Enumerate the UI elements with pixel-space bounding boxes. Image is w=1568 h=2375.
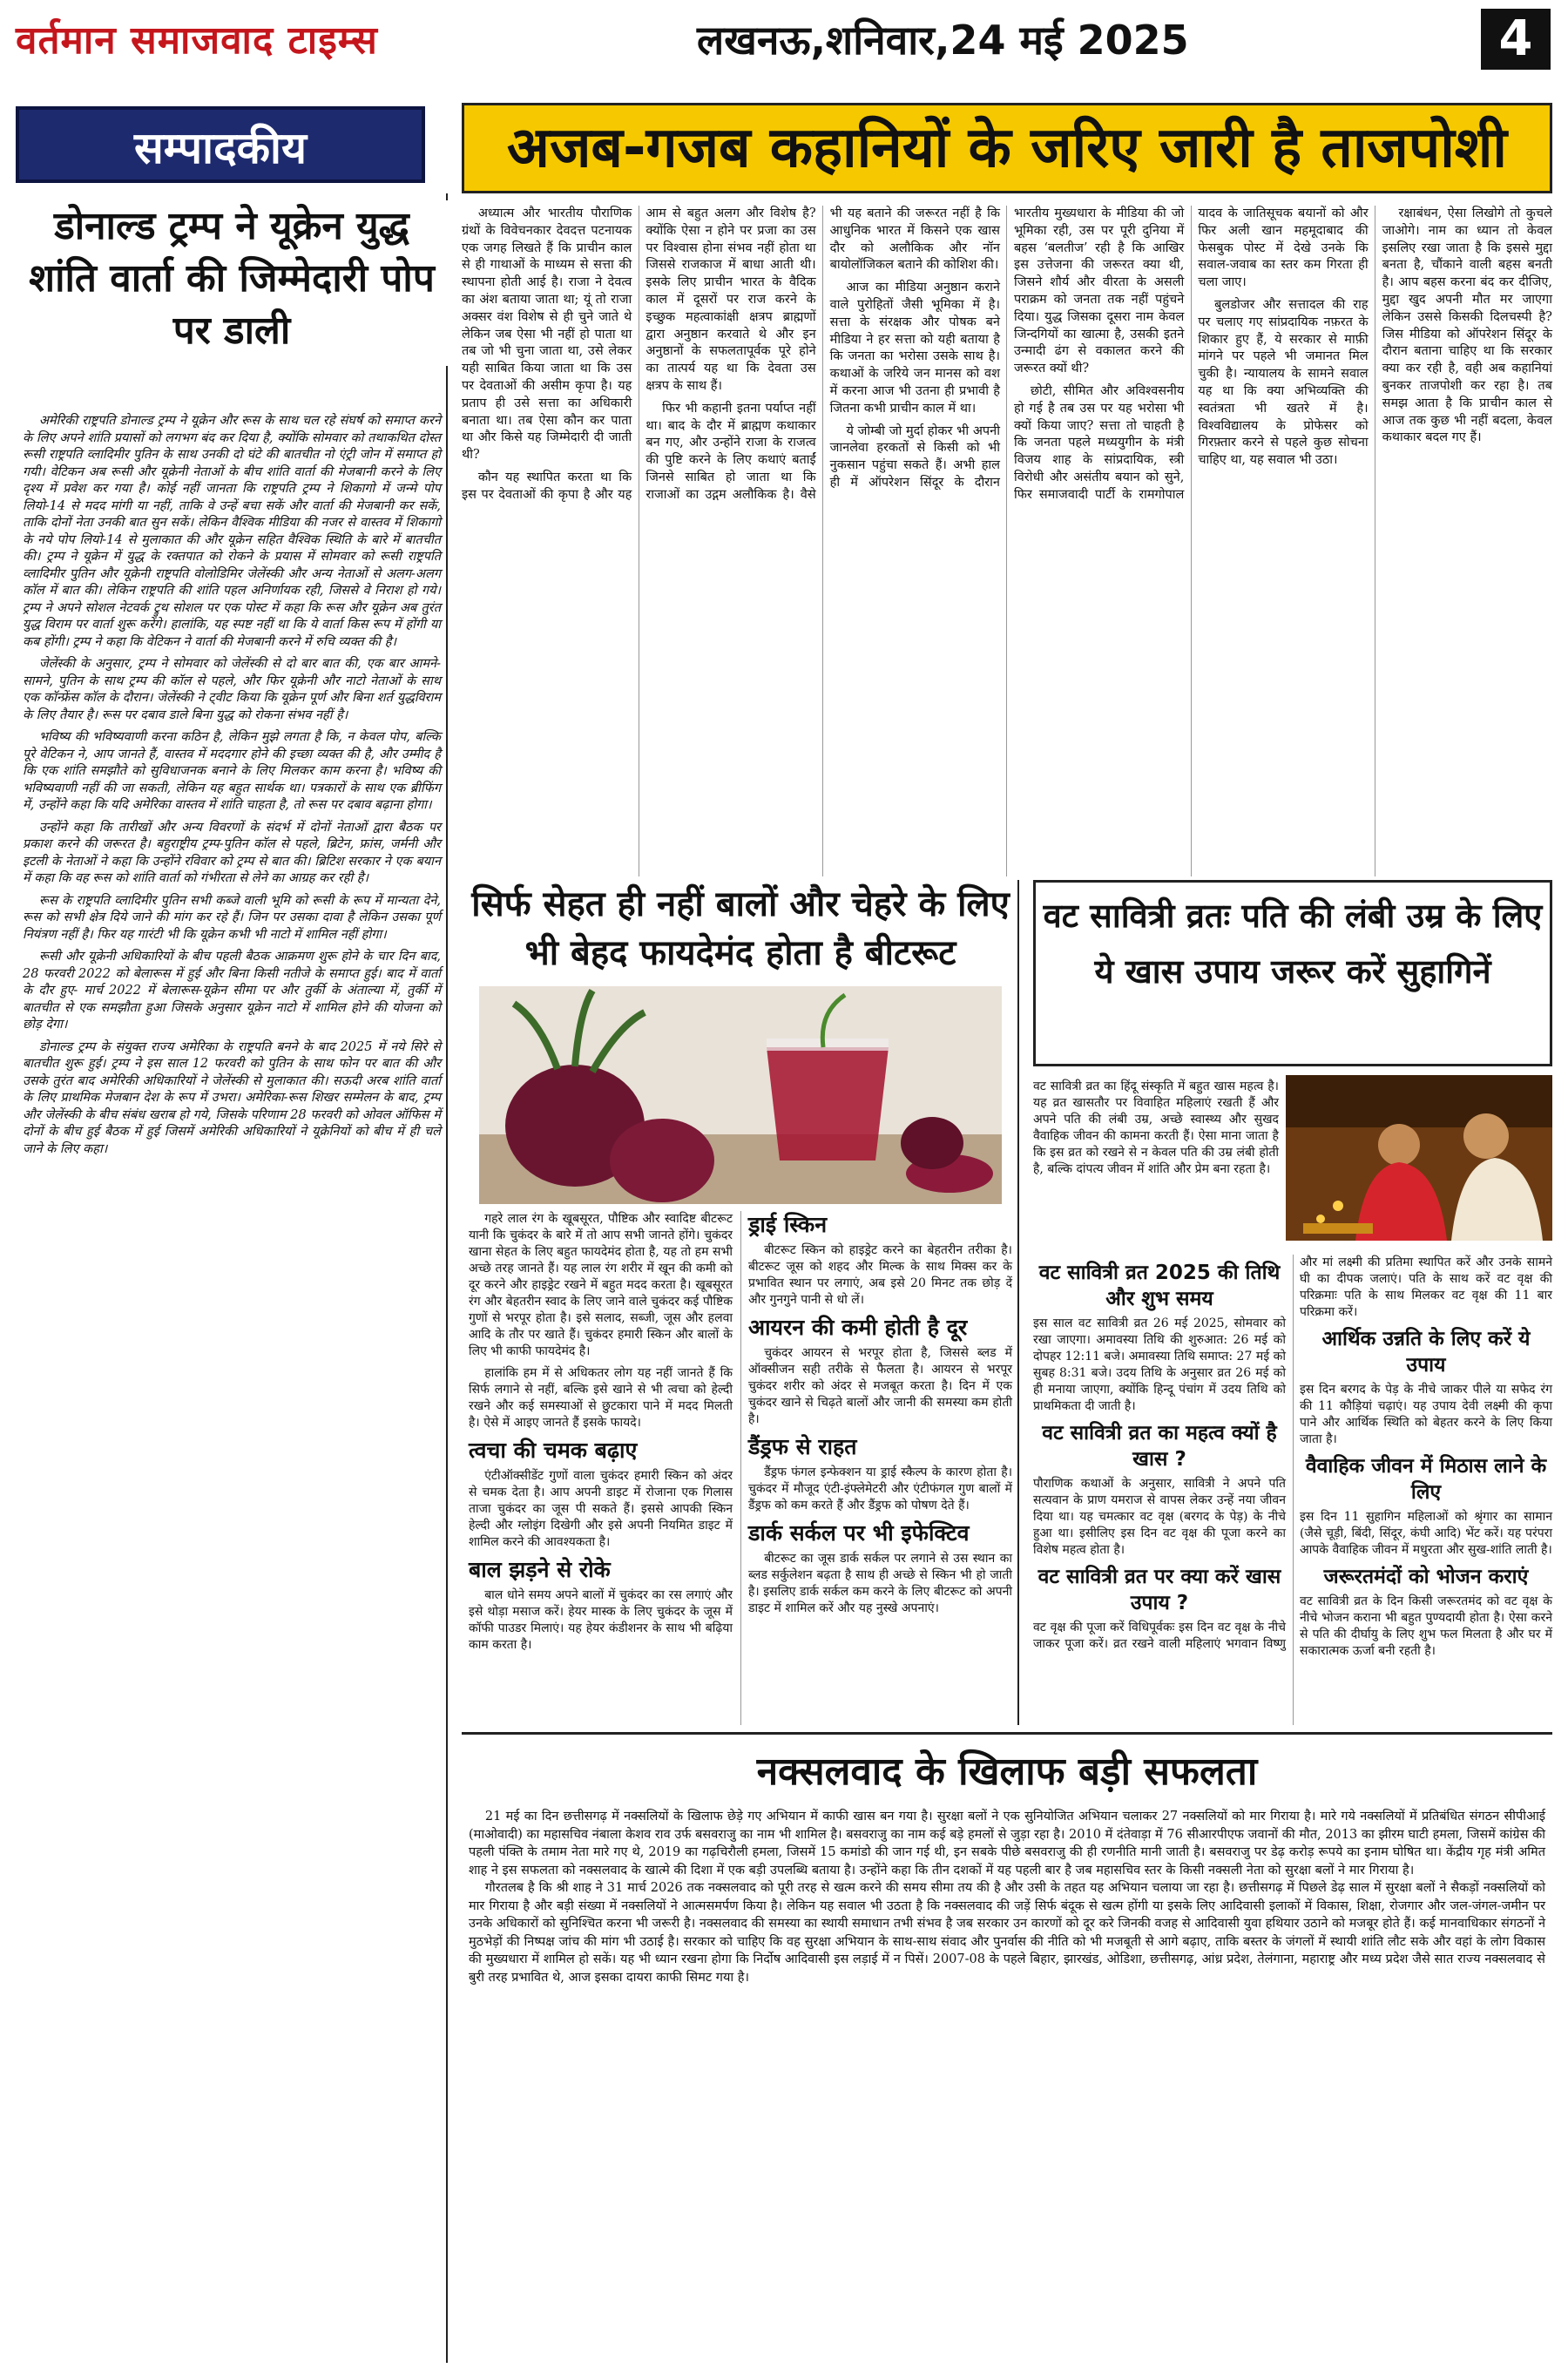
naxal-headline: नक्सलवाद के खिलाफ बड़ी सफलता <box>756 1749 1258 1794</box>
lead-paragraph: आज का मीडिया अनुष्ठान कराने वाले पुरोहितों जैसी भूमिका में है। सत्ता के संरक्षक और पोषक बने मीडिया ने हर सत्ता को यही बताया है कि जनता का भरोसा उसके साथ है। कथाओं के जरिये जन मानस को वश में करना आज भी उतना ही प्रभावी है जितना कभी प्राचीन काल में था। <box>829 281 1000 416</box>
editorial-paragraph: भविष्य की भविष्यवाणी करना कठिन है, लेकिन मुझे लगता है कि, न केवल पोप, बल्कि पूरे वेटिकन ने, आप जानते हैं, वास्तव में मददगार होने की इच्छा व्यक्त की है, और उम्मीद है कि एक शांति समझौते को सुविधाजनक बनाने के लिए मिलकर काम करना है। भविष्य की भविष्यवाणी नहीं की जा सकती, लेकिन यह बहुत सार्थक था। पत्रकारों के साथ एक ब्रीफिंग में, उन्होंने कहा कि यदि अमेरिका वास्तव में शांति चाहता है, तो रूस पर दबाव बढ़ाना होगा। <box>23 730 441 812</box>
vat-savitri-text: वट सावित्री व्रत के दिन किसी जरूरतमंद को वट वृक्ष के नीचे भोजन कराना भी बहुत पुण्यदायी होता है। ऐसा करने से पति की दीर्घायु के लिए शुभ फल मिलता है और घर में सकारात्मक ऊर्जा बनी रहती है। <box>1300 1594 1552 1658</box>
beetroot-subhead: त्वचा की चमक बढ़ाए <box>469 1438 638 1463</box>
editorial-headline-box <box>16 200 448 366</box>
vat-savitri-subhead: जरूरतमंदों को भोजन कराएं <box>1323 1566 1529 1588</box>
vat-savitri-subhead: वट सावित्री व्रत का महत्व क्यों है खास ? <box>1042 1422 1277 1471</box>
beetroot-text: बीटरूट का जूस डार्क सर्कल पर लगाने से उस स्थान का ब्लड सर्कुलेशन बढ़ता है साथ ही अच्छे से स्किन भी हो जाती है। इसलिए डार्क सर्कल कम करने के लिए बीटरूट को अपनी डाइट में शामिल करें और यह नुस्खे अपनाएं। <box>748 1552 1012 1615</box>
vat-savitri-text: इस साल वट सावित्री व्रत 26 मई 2025, सोमवार को रखा जाएगा। अमावस्या तिथि की शुरुआत: 26 मई को दोपहर 12:11 बजे। अमावस्या तिथि समाप्त: 27 मई को सुबह 8:31 बजे। उदय तिथि के अनुसार व्रत 26 मई को ही मनाया जाएगा, क्योंकि हिन्दू पंचांग में उदय तिथि को प्राथमिकता दी जाती है। <box>1033 1316 1286 1413</box>
lead-headline: अजब-गजब कहानियों के जरिए जारी है ताजपोशी <box>507 116 1507 180</box>
vat-savitri-intro: वट सावित्री व्रत का हिंदू संस्कृति में बहुत खास महत्व है। यह व्रत खासतौर पर विवाहित महिलाएं रखती हैं और अपने पति की लंबी उम्र, अच्छे स्वास्थ्य और सुखद वैवाहिक जीवन की कामना करती हैं। ऐसा माना जाता है कि इस व्रत को रखने से न केवल पति की उम्र लंबी होती है, बल्कि दांपत्य जीवन में शांति और प्रेम बना रहता है। <box>1033 1079 1279 1176</box>
beetroot-article <box>462 880 1019 1725</box>
lead-paragraph: कौन यह स्थापित करता था कि इस पर देवताओं की कृपा है और यह आम से बहुत अलग और विशेष है? क्योंकि ऐसा न होने पर प्रजा का उस पर विश्वास होना संभव नहीं होता था जिससे राजकाज में बाधा आती थी। इसके लिए प्राचीन भारत के वैदिक काल में दूसरों पर राज करने के इच्छुक महत्वाकांक्षी क्षत्रप ब्राह्मणों द्वारा अनुष्ठान करवाते थे और इन अनुष्ठानों के सफलतापूर्वक पूरे होने का तात्पर्य यह था कि देवता उस क्षत्रप के साथ हैं। <box>462 206 816 502</box>
vat-savitri-text: इस दिन 11 सुहागिन महिलाओं को श्रृंगार का सामान (जैसे चूड़ी, बिंदी, सिंदूर, कंघी आदि) भेंट करें। यह परंपरा आपके वैवाहिक जीवन में मधुरता और सुख-शांति लाती है। <box>1300 1510 1552 1557</box>
editorial-paragraph: उन्होंने कहा कि तारीखों और अन्य विवरणों के संदर्भ में दोनों नेताओं द्वारा बैठक पर प्रकाश करने की जरूरत है। बहुराष्ट्रीय ट्रम्प-पुतिन कॉल से पहले, ब्रिटेन, फ्रांस, जर्मनी और इटली के नेताओं ने कहा कि उन्होंने रविवार को ट्रम्प से बात की। ब्रिटिश सरकार ने एक बयान में कहा कि वह रूस को शांति वार्ता को गंभीरता से लेने का आग्रह कर रही है। <box>23 820 441 885</box>
beetroot-subhead: ड्राई स्किन <box>748 1212 828 1237</box>
vat-savitri-text: इस दिन बरगद के पेड़ के नीचे जाकर पीले या सफेद रंग की 11 कौड़ियां चढ़ाएं। यह उपाय देवी लक्ष्मी की कृपा पाने और आर्थिक स्थिति को बेहतर करने के लिए किया जाता है। <box>1300 1383 1552 1446</box>
editorial-paragraph: रूसी और यूक्रेनी अधिकारियों के बीच पहली बैठक आक्रमण शुरू होने के चार दिन बाद, 28 फरवरी 2022 को बेलारूस में हुई और बिना किसी नतीजे के समाप्त हुई। बाद में वार्ता के दौर हुए- मार्च 2022 में बेलारूस-यूक्रेन सीमा पर और तुर्की के अंताल्या में, तुर्की में बातचीत से एक समझौता हुआ जिसके अनुसार यूक्रेन नाटो में शामिल होने की योजना को छोड़ देगा। <box>23 950 441 1032</box>
dateline: लखनऊ,शनिवार,24 मई 2025 <box>697 17 1189 64</box>
beetroot-text: बाल धोने समय अपने बालों में चुकंदर का रस लगाएं और इसे थोड़ा मसाज करें। हेयर मास्क के लिए चुकंदर के जूस में कॉफी पाउडर मिलाएं। यह हेयर कंडीशनर के साथ भी बढ़िया काम करता है। <box>469 1588 733 1652</box>
section-tag-editorial: सम्पादकीय <box>16 106 425 183</box>
vat-savitri-headline: वट सावित्री व्रतः पति की लंबी उम्र के लिए ये खास उपाय जरूर करें सुहागिनें <box>1033 880 1552 1066</box>
beetroot-subhead: डैंड्रफ से राहत <box>748 1434 857 1459</box>
editorial-body <box>23 413 441 1163</box>
beetroot-intro: गहरे लाल रंग के खूबसूरत, पौष्टिक और स्वादिष्ट बीटरूट यानी कि चुकंदर के बारे में तो आप सभी जानते होंगे। चुकंदर खाना सेहत के लिए बहुत फायदेमंद होता है, यह तो हम सभी अच्छे तरह जानते हैं। यह लाल रंग शरीर में खून की कमी को दूर करने और हाइड्रेट रखने में बहुत मदद करता है। खूबसूरत रंग और बेहतरीन स्वाद के लिए जाने वाले चुकंदर कई पौष्टिक गुणों से भरपूर होता है। इसे सलाद, सब्जी, जूस और हलवा आदि के तौर पर खाते हैं। चुकंदर हमारी स्किन और बालों के लिए भी काफी फायदेमंद है। <box>469 1212 733 1358</box>
editorial-paragraph: डोनाल्ड ट्रम्प के संयुक्त राज्य अमेरिका के राष्ट्रपति बनने के बाद 2025 में नये सिरे से बातचीत शुरू हुई। ट्रम्प ने इस साल 12 फरवरी को पुतिन के साथ फोन पर बात की और उसके तुरंत बाद अमेरिकी अधिकारियों ने जेलेंस्की से मुलाकात की। सऊदी अरब शांति वार्ता के लिए प्राथमिक मेजबान देश के रूप में उभरा। अमेरिका-रूस शिखर सम्मेलन के बाद, ट्रम्प और जेलेंस्की के बीच संबंध खराब हो गये, जिसके परिणाम 28 फरवरी को ओवल ऑफिस में दोनों के बीच हुई बैठक में हुई जिसमें अमेरिकी अधिकारियों ने यूक्रेनियों को बीच में ही चले जाने के लिए कहा। <box>23 1039 441 1156</box>
vat-savitri-subhead: आर्थिक उन्नति के लिए करें ये उपाय <box>1321 1328 1531 1377</box>
lead-paragraph: बुलडोजर और सत्तादल की राह पर चलाए गए सांप्रदायिक नफ़रत के शिकार हुए हैं, ये सरकार से माफ़ी मांगने पर पहले भी जमानत मिल चुकी है। न्यायालय के सामने सवाल यह था कि क्या अभिव्यक्ति की स्वतंत्रता भी खतरे में है। विश्वविद्यालय के प्रोफेसर को गिरफ़्तार करने से पहले कुछ सोचना चाहिए था, यह सवाल भी उठा। <box>1198 297 1369 468</box>
beetroot-subhead: डार्क सर्कल पर भी इफेक्टिव <box>748 1520 970 1546</box>
beetroot-text: बीटरूट स्किन को हाइड्रेट करने का बेहतरीन तरीका है। बीटरूट जूस को शहद और मिल्क के साथ मिक्स कर के प्रभावित स्थान पर लगाएं, अब इसे 20 मिनट तक छोड़ दें और गुनगुने पानी से धो लें। <box>748 1243 1012 1307</box>
editorial-column <box>16 193 448 2363</box>
lead-paragraph: ये जोम्बी जो मुर्दा होकर भी अपनी जानलेवा हरकतों से किसी को भी नुकसान पहुंचा सकते हैं। अभी हाल ही में ऑपरेशन सिंदूर के दौरान भारतीय मुख्यधारा के मीडिया की जो भूमिका रही, उस पर पूरी दुनिया में बहस ‘बलतीज’ रही है कि आखिर इस उत्तेजना की जरूरत क्या थी, जिसने शौर्य और वीरता के असली पराक्रम को जनता तक नहीं पहुंचने दिया। युद्ध जिसका दूसरा नाम केवल जिन्दगियों का खात्मा है, उसकी इतने उन्मादी ढंग से वकालत करने की जरूरत क्यों थी? <box>829 206 1185 490</box>
beetroot-body <box>469 1211 1012 1725</box>
beetroot-text: डैंड्रफ फंगल इन्फेक्शन या ड्राई स्कैल्प के कारण होता है। चुकंदर में मौजूद एंटी-इंफ्लेमेटरी और एंटीफंगल गुण बालों में डैंड्रफ को कम करते हैं और डैंड्रफ को पोषण देते हैं। <box>748 1465 1012 1512</box>
beetroot-photo <box>479 986 1002 1204</box>
editorial-paragraph: अमेरिकी राष्ट्रपति डोनाल्ड ट्रम्प ने यूक्रेन और रूस के साथ चल रहे संघर्ष को समाप्त करने के लिए अपने शांति प्रयासों को लगभग बंद कर दिया है, क्योंकि सोमवार को तथाकथित दोस्त रूसी राष्ट्रपति व्लादिमीर पुतिन के साथ उनकी दो घंटे की बातचीत नो एंट्री जोन में समाप्त हो गयी। वेटिकन अब रूसी और यूक्रेनी नेताओं के बीच शांति वार्ता की मेजबानी करने के लिए दृश्य में प्रवेश कर गया है। कोई नहीं जानता कि राष्ट्रपति ट्रम्प ने शिकागो में जन्मे पोप लियो-14 से मदद मांगी या नहीं, ताकि वे उन्हें बचा सकें और वार्ता की मेजबानी कर सकें, ताकि दोनों नेता उनकी बात सुन सकें। लेकिन वैश्विक मीडिया की नजर से वास्तव में शिकागो के नये पोप लियो-14 से मुलाकात की और यूक्रेन सहित वैश्विक स्थिति के बारे में बातचीत की। ट्रम्प ने यूक्रेन में युद्ध के रक्तपात को रोकने के प्रयास में सोमवार को रूसी राष्ट्रपति व्लादिमीर पुतिन और यूक्रेनी राष्ट्रपति वोलोडिमिर जेलेंस्की और अन्य नेताओं से अलग-अलग कॉल में बात की। लेकिन राष्ट्रपति की शांति पहल अनिर्णायक रही, जिससे वे निराश हो गये। ट्रम्प ने अपने सोशल नेटवर्क ट्रुथ सोशल पर एक पोस्ट में कहा कि रूस और यूक्रेन अब तुरंत युद्ध विराम पर वार्ता शुरू करेंगे। हालांकि, यह स्पष्ट नहीं था कि ये वार्ता किस रूप में होंगी या कब होंगी। ट्रम्प ने कहा कि वेटिकन ने वार्ता की मेजबानी करने में रुचि व्यक्त की है। <box>23 414 441 649</box>
vat-savitri-subhead: वट सावित्री व्रत पर क्या करें खास उपाय ? <box>1037 1566 1281 1614</box>
lead-paragraph: फिर भी कहानी इतना पर्याप्त नहीं था। बाद के दौर में ब्राह्मण कथाकार बन गए, और उन्होंने राजा के राजत्व की पुष्टि करने के लिए कथाएं बताईं जिनसे साबित हो जाता था कि राजाओं का उद्गम अलौकिक है। वैसे भी यह बताने की जरूरत नहीं है कि आधुनिक भारत में किसने एक खास दौर को अलौकिक और नॉन बायोलॉजिकल बताने की कोशिश की। <box>645 206 1000 502</box>
lead-banner <box>462 103 1552 193</box>
naxal-paragraph: 21 मई का दिन छत्तीसगढ़ में नक्सलियों के खिलाफ छेड़े गए अभियान में काफी खास बन गया है। सुरक्षा बलों ने एक सुनियोजित अभियान चलाकर 27 नक्सलियों को मार गिराया है। मारे गये नक्सलियों में प्रतिबंधित संगठन सीपीआई (माओवादी) का महासचिव नंबाला केशव राव उर्फ बसवराजु का नाम भी शामिल है। बसवराजु का नाम कई बड़े हमलों से जुड़ा रहा है। 2010 में दंतेवाड़ा में 76 सीआरपीएफ जवानों की मौत, 2013 का झीरम घाटी हमला, जिसमें कांग्रेस की पहली पंक्ति के तमाम नेता मारे गए थे, 2019 का गढ़चिरौली हमला, जिसमें 15 कमांडो की जान गई थी, इन सबके पीछे बसवराजु की ही रणनीति मानी जाती है। बसवराजु पर डेढ़ करोड़ रूपये का इनाम घोषित था। केंद्रीय गृह मंत्री अमित शाह ने इस सफलता को नक्सलवाद के खात्मे की दिशा में एक बड़ी उपलब्धि बताया है। उन्होंने कहा कि तीन दशकों में यह पहली बार है जब महासचिव स्तर के किसी नक्सली नेता को सुरक्षा बलों ने मार गिराया है। <box>469 1810 1545 1878</box>
beetroot-text: एंटीऑक्सीडेंट गुणों वाला चुकंदर हमारी स्किन को अंदर से चमक देता है। आप अपनी डाइट में रोजाना एक गिलास ताजा चुकंदर का जूस पी सकते हैं। इससे आपकी स्किन हेल्दी और ग्लोइंग दिखेगी और इसे अपनी नियमित डाइट में शामिल करने की आवश्यकता है। <box>469 1469 733 1549</box>
lead-paragraph: अध्यात्म और भारतीय पौराणिक ग्रंथों के विवेचनकार देवदत्त पटनायक एक जगह लिखते हैं कि प्राचीन काल से ही गाथाओं के माध्यम से सत्ता की स्थापना होती आई है। राजा ने देवत्व का अंश बताया जाता था; यूं तो राजा अक्सर वंश विशेष से ही चुने जाते थे लेकिन जब ऐसा भी नहीं हो पाता था तब जो भी चुना जाता था, उसे लेकर यही साबित किया जाता था कि उस पर देवताओं की असीम कृपा है। यह प्रताप ही उसे सत्ता का अधिकारी बनाता था। तब ऐसा कौन कर पाता था और किसे यह जिम्मेदारी दी जाती थी? <box>462 206 632 463</box>
vat-savitri-text: वट वृक्ष की पूजा करें विधिपूर्वकः इस दिन वट वृक्ष के नीचे जाकर पूजा करें। व्रत रखने वाली महिलाएं भगवान विष्णु और मां लक्ष्मी की प्रतिमा स्थापित करें और उनके सामने घी का दीपक जलाएं। पति के साथ करें वट वृक्ष की परिक्रमाः पति के साथ मिलकर वट वृक्ष की 11 बार परिक्रमा करें। <box>1033 1255 1552 1651</box>
naxal-article <box>462 1732 1552 2363</box>
beetroot-subhead: बाल झड़ने से रोके <box>469 1557 611 1582</box>
beetroot-subhead: आयरन की कमी होती है दूर <box>748 1315 968 1340</box>
lead-article-body <box>462 206 1552 876</box>
lead-paragraph: रक्षाबंधन, ऐसा लिखोगे तो कुचले जाओगे। नाम का ध्यान तो केवल इसलिए रखा जाता है कि इससे मुद्दा बनता है, चौंकाने वाली बहस बनती है। आप बहस करना बंद कर दीजिए, मुद्दा खुद अपनी मौत मर जाएगा लेकिन उससे किसकी दिलचस्पी है? जिस मीडिया को ऑपरेशन सिंदूर के दौरान बताना चाहिए था कि सरकार क्या कर रही है, वही अब कहानियां बुनकर ताजपोशी कर रहा है। तब समझ आता है कि प्राचीन काल से आज तक कुछ भी नहीं बदला, केवल कथाकार बदल गए हैं। <box>1382 206 1552 445</box>
naxal-paragraph: गौरतलब है कि श्री शाह ने 31 मार्च 2026 तक नक्सलवाद को पूरी तरह से खत्म करने की समय सीमा तय की है और उसी के तहत यह अभियान चलाया जा रहा है। छत्तीसगढ़ में पिछले डेढ़ साल में सुरक्षा बलों ने सैकड़ों नक्सलियों को मार गिराया है और बड़ी संख्या में नक्सलियों ने आत्मसमर्पण किया है। लेकिन यह सवाल भी उठता है कि नक्सलवाद की जड़ें सिर्फ बंदूक से खत्म होंगी या इसके लिए आदिवासी इलाकों में विकास, शिक्षा, रोजगार और जल-जंगल-जमीन पर उनके अधिकारों को सुनिश्चित करना भी जरूरी है। नक्सलवाद की समस्या का स्थायी समाधान तभी संभव है जब सरकार उन कारणों को दूर करे जिनकी वजह से आदिवासी युवा हथियार उठाने को मजबूर होते हैं। कई मानवाधिकार संगठनों ने मुठभेड़ों की निष्पक्ष जांच की मांग भी उठाई है। सरकार को चाहिए कि वह सुरक्षा अभियान के साथ-साथ संवाद और पुनर्वास की नीति को भी मजबूती से आगे बढ़ाए, ताकि बस्तर के जंगलों में स्थायी शांति लौट सके और वहां के लोग विकास की मुख्यधारा में शामिल हो सकें। यह भी ध्यान रखना होगा कि निर्दोष आदिवासी इस लड़ाई में न पिसें। 2007-08 के पहले बिहार, झारखंड, ओडिशा, छत्तीसगढ़, आंध्र प्रदेश, तेलंगाना, महाराष्ट्र और मध्य प्रदेश जैसे सात राज्य नक्सलवाद से बुरी तरह प्रभावित थे, आज इसका दायरा काफी सिमट गया है। <box>469 1881 1546 1985</box>
editorial-paragraph: जेलेंस्की के अनुसार, ट्रम्प ने सोमवार को जेलेंस्की से दो बार बात की, एक बार आमने-सामने, पुतिन के साथ ट्रम्प की कॉल से पहले, और फिर यूक्रेनी और नाटो नेताओं के साथ एक कॉन्फ्रेंस कॉल के दौरान। जेलेंस्की ने ट्वीट किया कि यूक्रेन पूर्ण और बिना शर्त युद्धविराम के लिए तैयार है। रूस पर दबाव डाले बिना युद्ध को रोकना संभव नहीं है। <box>23 657 441 722</box>
naxal-body <box>469 1808 1545 1986</box>
vat-savitri-photo <box>1286 1075 1552 1241</box>
lead-paragraph: छोटी, सीमित और अविश्वसनीय हो गई है तब उस पर यह भरोसा भी क्यों किया जाए? सत्ता तो चाहती है कि जनता पहले मध्ययुगीन के मंत्री विजय शाह के सांप्रदायिक, स्त्री विरोधी और असंतीय बयान को सुने, फिर समाजवादी पार्टी के रामगोपाल यादव के जातिसूचक बयानों को और फिर अली खान महमूदाबाद की फेसबुक पोस्ट में देखे उनके कि सवाल-जवाब का स्तर कम गिरता ही चला जाए। <box>1013 206 1369 502</box>
masthead <box>0 0 1568 112</box>
beetroot-headline: सिर्फ सेहत ही नहीं बालों और चेहरे के लिए भी बेहद फायदेमंद होता है बीटरूट <box>471 884 1010 973</box>
beetroot-text: चुकंदर आयरन से भरपूर होता है, जिससे ब्लड में ऑक्सीजन सही तरीके से फैलता है। आयरन से भरपूर चुकंदर शरीर को अंदर से मजबूत करता है। दिन में एक चुकंदर खाने से चिढ़ते बालों और जानी की समस्या कम होती है। <box>748 1346 1012 1426</box>
vat-savitri-body <box>1033 1255 1552 1725</box>
vat-savitri-subhead: वैवाहिक जीवन में मिठास लाने के लिए <box>1305 1455 1547 1504</box>
vat-savitri-subhead: वट सावित्री व्रत 2025 की तिथि और शुभ समय <box>1038 1262 1281 1310</box>
editorial-headline: डोनाल्ड ट्रम्प ने यूक्रेन युद्ध शांति वार्ता की जिम्मेदारी पोप पर डाली <box>29 204 435 353</box>
page-number: 4 <box>1481 9 1551 70</box>
beetroot-intro: हालांकि हम में से अधिकतर लोग यह नहीं जानते हैं कि सिर्फ लगाने से नहीं, बल्कि इसे खाने से भी त्वचा को हेल्दी रखने और कई समस्याओं से छुटकारा पाने में मदद मिलती है। ऐसे में आइए जानते हैं इसके फायदे। <box>469 1366 733 1430</box>
vat-savitri-article <box>1033 880 1552 1725</box>
editorial-paragraph: रूस के राष्ट्रपति व्लादिमीर पुतिन सभी कब्जे वाली भूमि को रूसी के रूप में मान्यता देने, रूस को सभी क्षेत्र दिये जाने की मांग कर रहे हैं। जिन पर उसका दावा है लेकिन उसका पूर्ण नियंत्रण नहीं है। फिर यह गारंटी भी कि यूक्रेन कभी भी नाटो में शामिल नहीं होगा। <box>23 893 441 942</box>
newspaper-name: वर्तमान समाजवाद टाइम्स <box>16 18 378 63</box>
vat-savitri-text: पौराणिक कथाओं के अनुसार, सावित्री ने अपने पति सत्यवान के प्राण यमराज से वापस लेकर उन्हें नया जीवन दिया था। यह चमत्कार वट वृक्ष (बरगद के पेड़) के नीचे हुआ था। इसीलिए इस दिन वट वृक्ष की पूजा करने का विशेष महत्व होता है। <box>1033 1477 1286 1557</box>
